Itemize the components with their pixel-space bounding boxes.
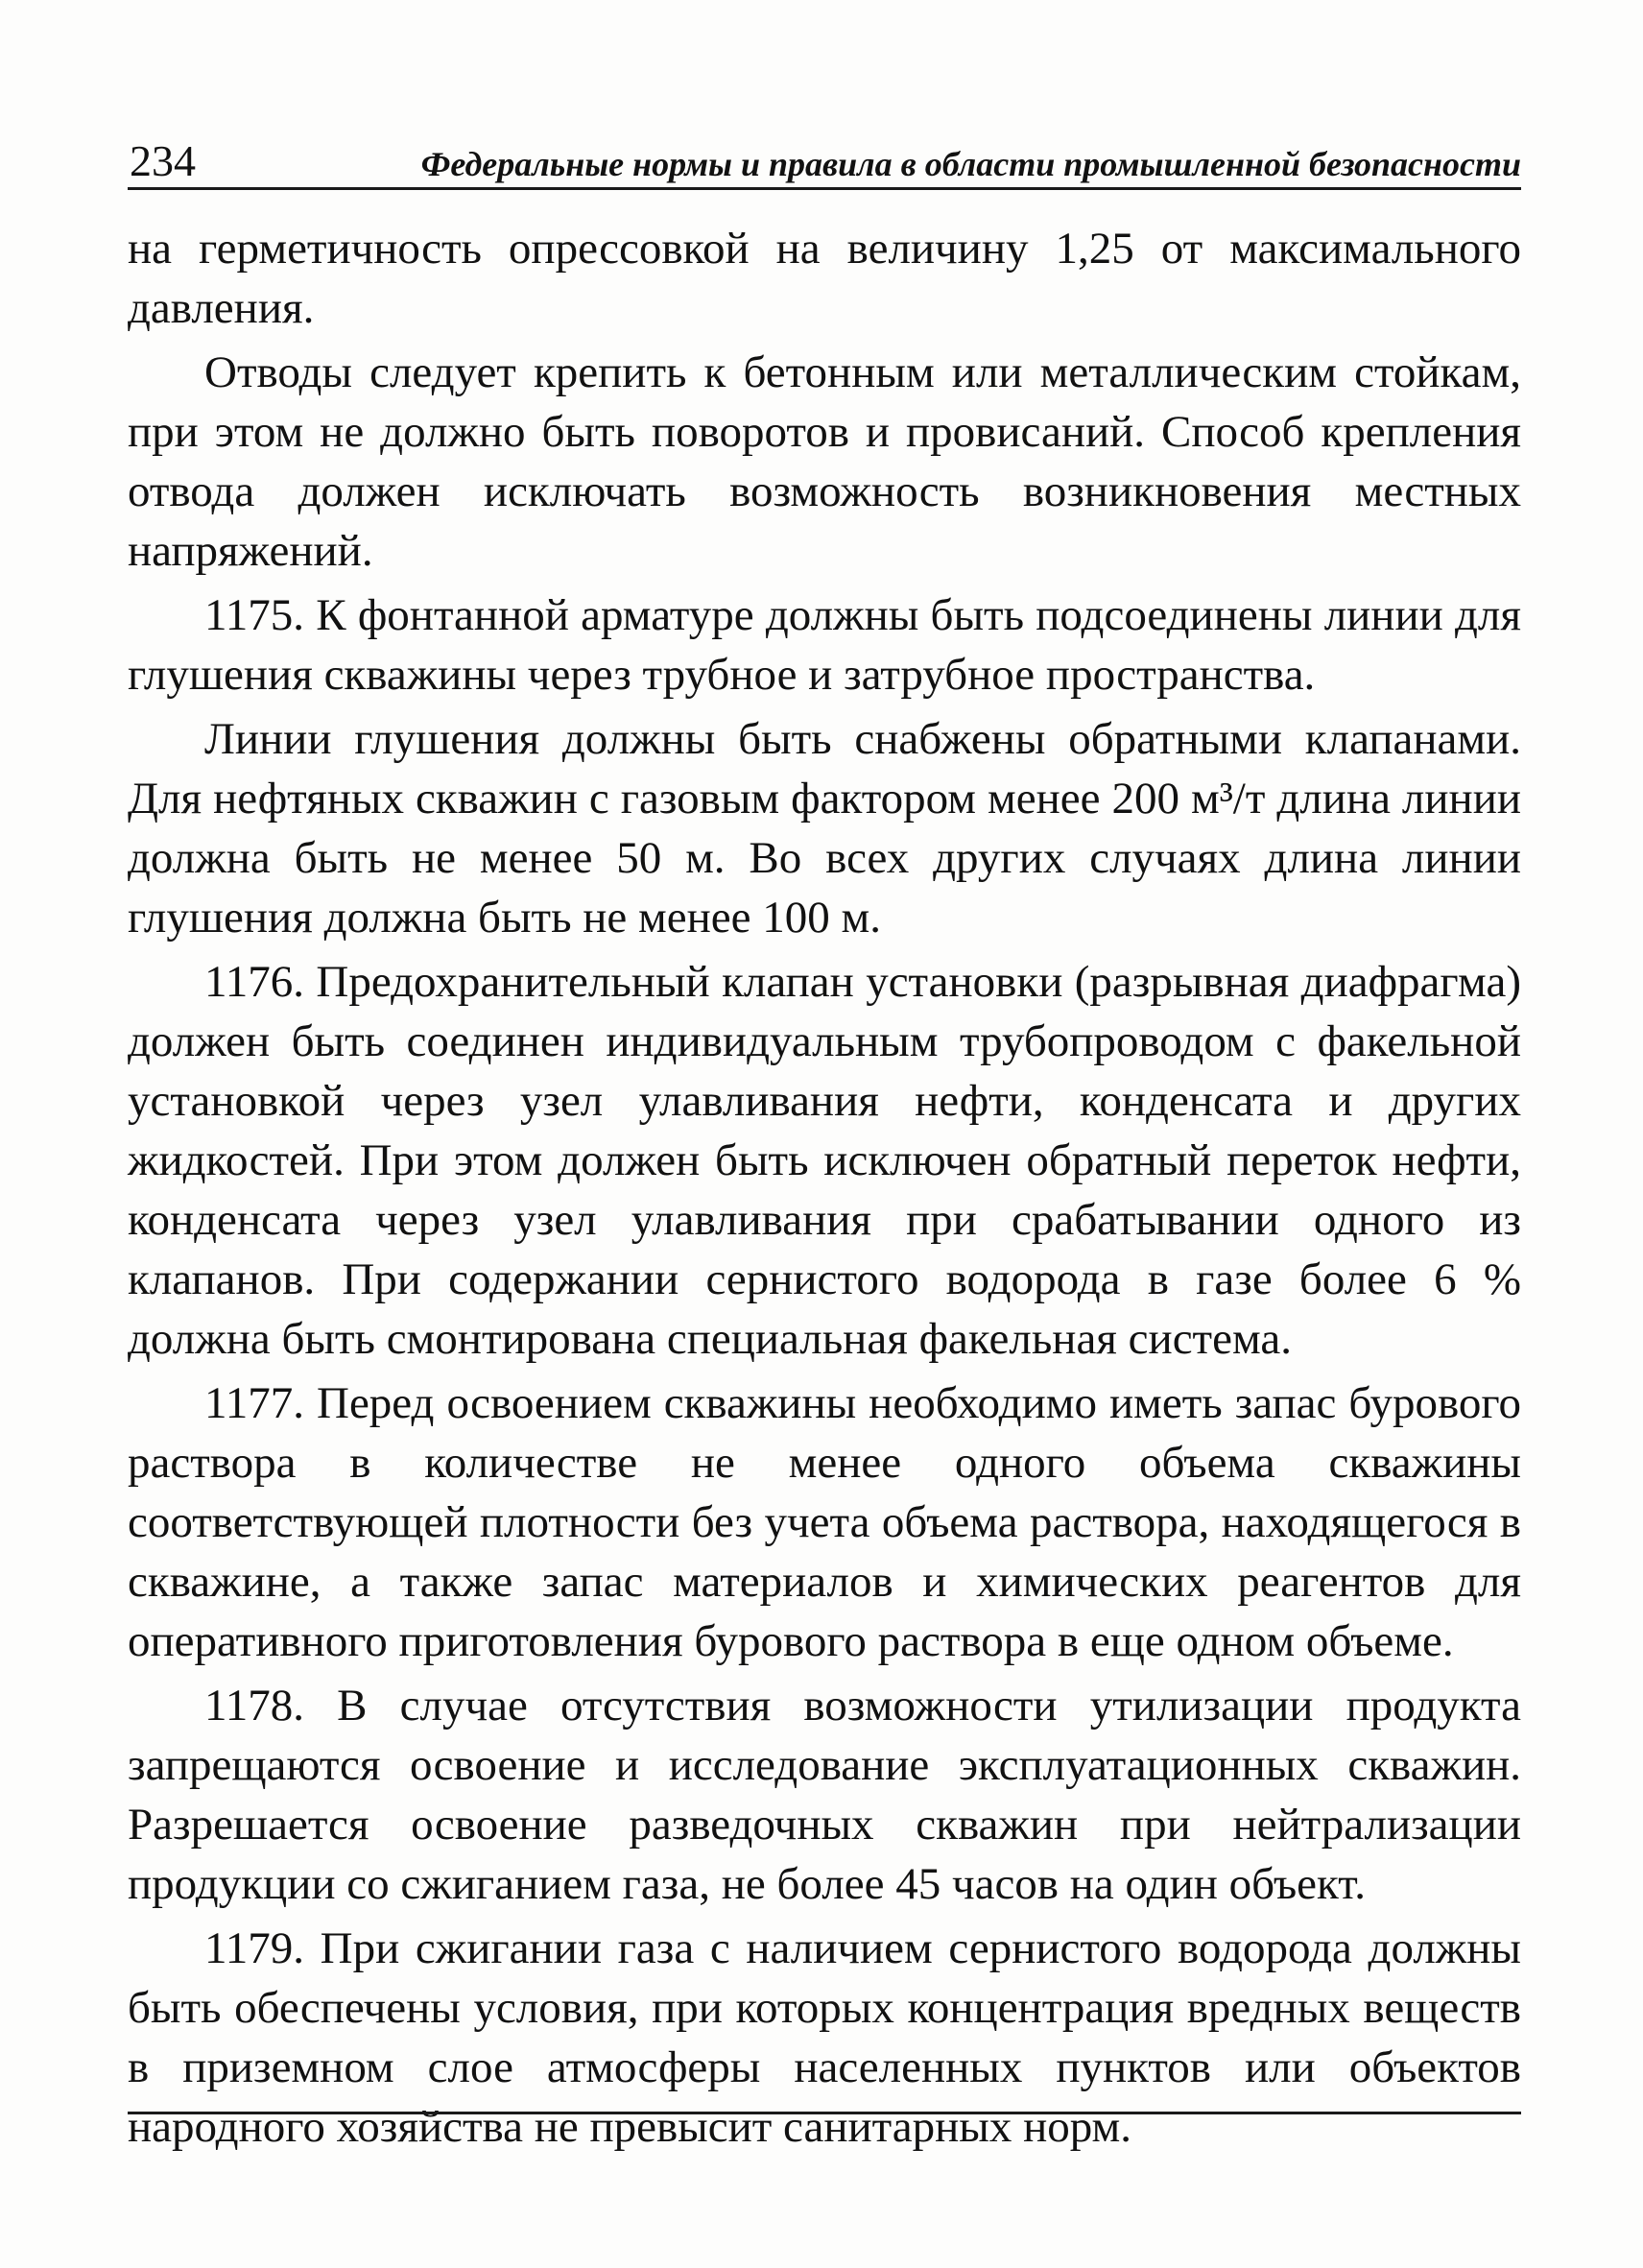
running-title: Федеральные нормы и правила в области промышленной безопасности bbox=[420, 145, 1521, 183]
bottom-rule bbox=[128, 2112, 1521, 2114]
paragraph-1176: 1176. Предохранительный клапан установки (разрывная диафрагма) должен быть соединен индивидуальным трубопроводом с факельной установкой через узел улавливания нефти, конденсата и других жидкостей. При этом должен быть исключен обратный переток нефти, конденсата через узел улавливания при срабатывании одного из клапанов. При содержании сернистого водорода в газе более 6 % должна быть смонтирована специальная факельная система. bbox=[128, 957, 1521, 1364]
paragraph-1178: 1178. В случае отсутствия возможности утилизации продукта запрещаются освоение и исследование эксплуатационных скважин. Разрешается освоение разведочных скважин при нейтрализации продукции со сжиганием газа, не более 45 часов на один объект. bbox=[128, 1681, 1521, 1909]
paragraph: Отводы следует крепить к бетонным или металлическим стойкам, при этом не должно быть поворотов и провисаний. Способ крепления отвода должен исключать возможность возникновения местных напряжений. bbox=[128, 347, 1521, 576]
body-text bbox=[128, 219, 1521, 2161]
paragraph-1179: 1179. При сжигании газа с наличием сернистого водорода должны быть обеспечены условия, при которых концентрация вредных веществ в приземном слое атмосферы населенных пунктов или объектов народного хозяйства не превысит санитарных норм. bbox=[128, 1923, 1521, 2152]
paragraph-continuation: на герметичность опрессовкой на величину 1,25 от максимального давления. bbox=[128, 224, 1521, 333]
paragraph-1177: 1177. Перед освоением скважины необходимо иметь запас бурового раствора в количестве не менее одного объема скважины соответствующей плотности без учета объема раствора, находящегося в скважине, а также запас материалов и химических реагентов для оперативного приготовления бурового раствора в еще одном объеме. bbox=[128, 1378, 1521, 1666]
paragraph-1175: 1175. К фонтанной арматуре должны быть подсоединены линии для глушения скважины через трубное и затрубное пространства. bbox=[128, 590, 1521, 700]
page-number: 234 bbox=[130, 136, 196, 185]
running-head bbox=[128, 136, 1521, 190]
paragraph: Линии глушения должны быть снабжены обратными клапанами. Для нефтяных скважин с газовым фактором менее 200 м³/т длина линии должна быть не менее 50 м. Во всех других случаях длина линии глушения должна быть не менее 100 м. bbox=[128, 714, 1521, 943]
